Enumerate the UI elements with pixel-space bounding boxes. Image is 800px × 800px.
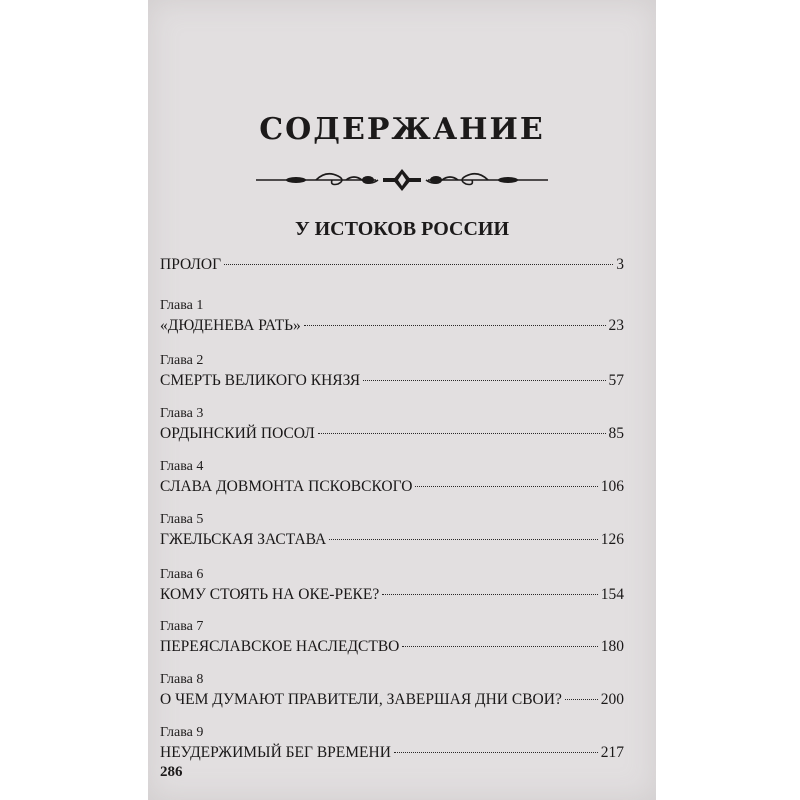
chapter-label: Глава 3 — [160, 406, 204, 421]
toc-entry — [160, 297, 624, 337]
toc-entry-line — [160, 315, 624, 337]
decorative-divider-icon — [256, 166, 548, 194]
chapter-title: «ДЮДЕНЕВА РАТЬ» — [160, 317, 301, 334]
dot-leader — [565, 699, 598, 700]
toc-entry — [160, 458, 624, 498]
chapter-title: ГЖЕЛЬСКАЯ ЗАСТАВА — [160, 531, 327, 548]
chapter-title: О ЧЕМ ДУМАЮТ ПРАВИТЕЛИ, ЗАВЕРШАЯ ДНИ СВОИ? — [160, 691, 562, 708]
toc-entry-line — [160, 584, 624, 606]
toc-entry — [160, 618, 624, 658]
toc-entry — [160, 671, 624, 711]
toc-entry-line — [160, 254, 624, 276]
page-reference: 3 — [616, 256, 624, 273]
dot-leader — [415, 486, 597, 487]
chapter-title: СЛАВА ДОВМОНТА ПСКОВСКОГО — [160, 478, 413, 495]
dot-leader — [318, 433, 606, 434]
toc-entry-line — [160, 689, 624, 711]
dot-leader — [224, 264, 613, 265]
chapter-title: ПРОЛОГ — [160, 256, 222, 273]
chapter-label: Глава 2 — [160, 353, 204, 368]
page-reference: 85 — [608, 425, 624, 442]
toc-entry — [160, 511, 624, 551]
chapter-label: Глава 9 — [160, 725, 204, 740]
dot-leader — [304, 325, 606, 326]
dot-leader — [363, 380, 605, 381]
page-title: СОДЕРЖАНИЕ — [259, 112, 545, 147]
chapter-title: НЕУДЕРЖИМЫЙ БЕГ ВРЕМЕНИ — [160, 744, 391, 761]
dot-leader — [382, 594, 598, 595]
chapter-label: Глава 6 — [160, 567, 204, 582]
dot-leader — [394, 752, 598, 753]
chapter-label: Глава 7 — [160, 619, 204, 634]
dot-leader — [329, 539, 598, 540]
page-reference: 57 — [608, 372, 624, 389]
page-reference: 154 — [600, 586, 624, 603]
toc-entry-line — [160, 636, 624, 658]
toc-entry — [160, 405, 624, 445]
toc-entry — [160, 724, 624, 764]
toc-entry-line — [160, 476, 624, 498]
page-reference: 106 — [600, 478, 624, 495]
section-title: У ИСТОКОВ РОССИИ — [294, 218, 510, 240]
chapter-label: Глава 1 — [160, 298, 204, 313]
page-reference: 200 — [600, 691, 624, 708]
chapter-title: СМЕРТЬ ВЕЛИКОГО КНЯЗЯ — [160, 372, 361, 389]
page-reference: 217 — [600, 744, 624, 761]
toc-entry-line — [160, 742, 624, 764]
dot-leader — [402, 646, 597, 647]
chapter-label: Глава 4 — [160, 459, 204, 474]
toc-entry — [160, 566, 624, 606]
chapter-label: Глава 8 — [160, 672, 204, 687]
page-reference: 23 — [608, 317, 624, 334]
toc-entry — [160, 352, 624, 392]
chapter-title: ОРДЫНСКИЙ ПОСОЛ — [160, 425, 315, 442]
chapter-title: КОМУ СТОЯТЬ НА ОКЕ-РЕКЕ? — [160, 586, 380, 603]
book-page — [148, 0, 656, 800]
page-reference: 180 — [600, 638, 624, 655]
toc-entry — [160, 254, 624, 276]
chapter-label: Глава 5 — [160, 512, 204, 527]
page-reference: 126 — [600, 531, 624, 548]
toc-entry-line — [160, 423, 624, 445]
toc-entry-line — [160, 370, 624, 392]
chapter-title: ПЕРЕЯСЛАВСКОЕ НАСЛЕДСТВО — [160, 638, 400, 655]
toc-entry-line — [160, 529, 624, 551]
page-number: 286 — [160, 764, 183, 780]
